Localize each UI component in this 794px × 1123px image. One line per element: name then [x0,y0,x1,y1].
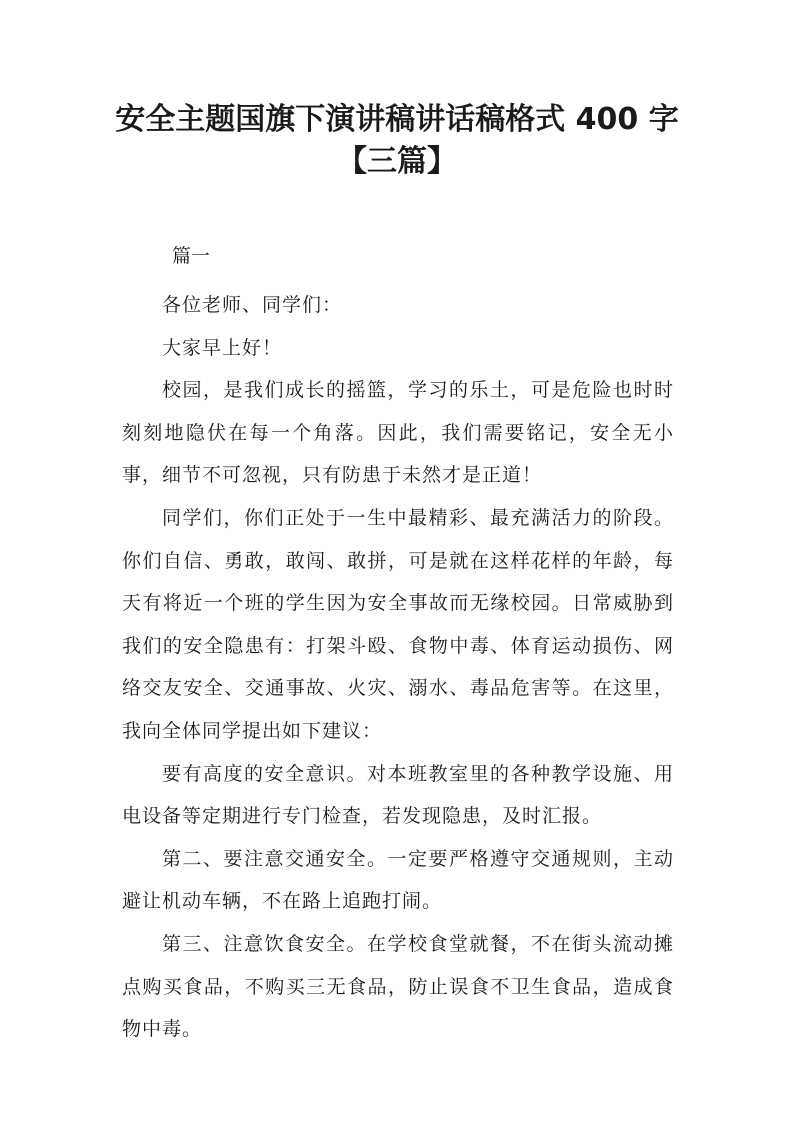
paragraph-traffic: 第二、要注意交通安全。一定要严格遵守交通规则，主动避让机动车辆，不在路上追跑打闹。 [122,847,674,913]
document-title-line-1: 安全主题国旗下演讲稿讲话稿格式 400 字 [115,102,679,137]
paragraph-awareness: 要有高度的安全意识。对本班教室里的各种教学设施、用电设备等定期进行专门检查，若发现隐患，及时汇报。 [122,762,674,828]
paragraph-morning: 大家早上好！ [162,336,283,359]
paragraph-food: 第三、注意饮食安全。在学校食堂就餐，不在街头流动摊点购买食品，不购买三无食品，防止误食不卫生食品，造成食物中毒。 [122,932,674,1041]
document-title-line-2: 【三篇】 [337,144,457,179]
paragraph-campus: 校园，是我们成长的摇篮，学习的乐土，可是危险也时时刻刻地隐伏在每一个角落。因此，我们需要铭记，安全无小事，细节不可忽视，只有防患于未然才是正道！ [122,379,674,487]
paragraph-greeting: 各位老师、同学们： [162,294,343,316]
paragraph-students: 同学们，你们正处于一生中最精彩、最充满活力的阶段。你们自信、勇敢，敢闯、敢拼，可是就在这样花样的年龄，每天有将近一个班的学生因为安全事故而无缘校园。日常威胁到我们的安全隐患有：打架斗殴、食物中毒、体育运动损伤、网络交友安全、交通事故、火灾、溺水、毒品危害等。在这里，我向全体同学提出如下建议： [122,506,674,742]
document-body [122,284,674,1051]
section-heading: 篇一 [172,245,211,267]
